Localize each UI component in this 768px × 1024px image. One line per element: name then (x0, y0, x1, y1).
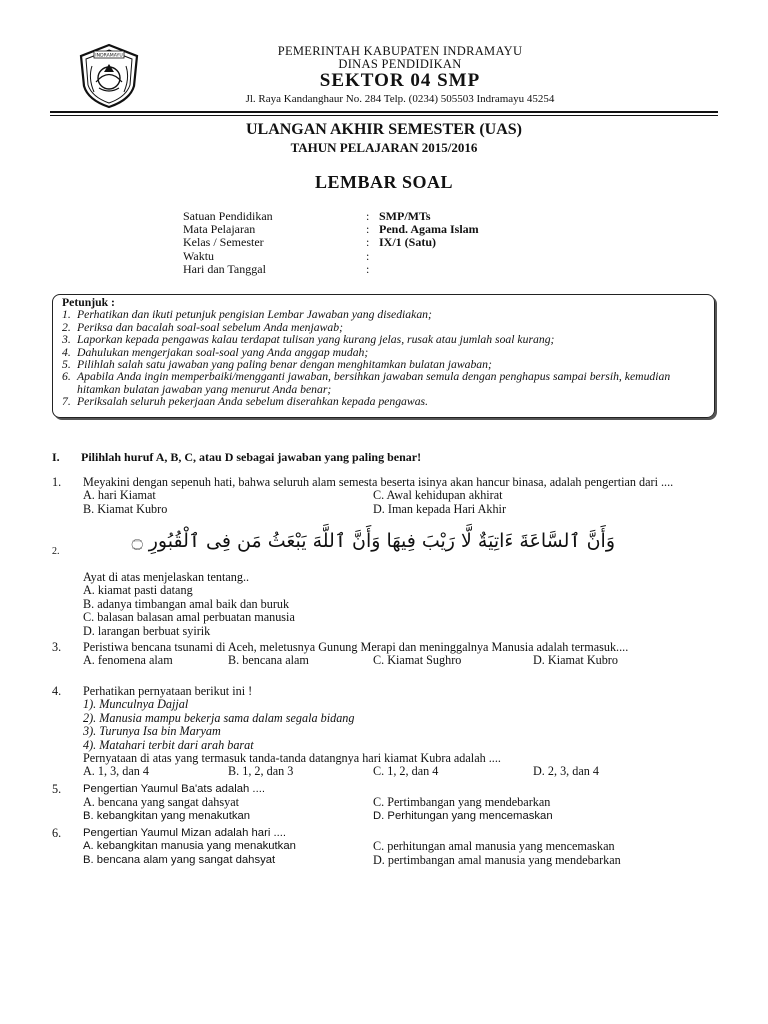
header-government: PEMERINTAH KABUPATEN INDRAMAYU (277, 44, 523, 58)
question-text: Pengertian Yaumul Mizan adalah hari .... (83, 827, 287, 839)
header-rule-thick (50, 111, 718, 113)
instructions (62, 297, 712, 409)
instruction-item: 3. Laporkan kepada pengawas kalau terdapat tulisan yang kurang jelas, rusak atau jumlah soal kurang; (62, 333, 555, 347)
option-d: D. Kiamat Kubro (533, 653, 618, 668)
question-text: Meyakini dengan sepenuh hati, bahwa seluruh alam semesta beserta isinya akan hancur binasa, adalah pengertian dari .... (83, 475, 674, 489)
option-a: A. bencana yang sangat dahsyat (83, 795, 240, 810)
quran-verse: وَأَنَّ ٱلسَّاعَةَ ءَاتِيَةٌ لَّا رَيْبَ فِيهَا وَأَنَّ ٱللَّهَ يَبْعَثُ مَن فِى ٱلْقُبُورِ ۝ (131, 530, 615, 552)
option-c: C. Pertimbangan yang mendebarkan (373, 795, 551, 810)
statement: 4). Matahari terbit dari arah barat (83, 737, 254, 752)
header-sector: SEKTOR 04 SMP (319, 70, 481, 91)
header-address: Jl. Raya Kandanghaur No. 284 Telp. (0234) 505503 Indramayu 45254 (245, 93, 555, 105)
logo-text: INDRAMAYU (95, 53, 123, 59)
question-5 (52, 783, 716, 823)
question-number: 3. (52, 640, 62, 654)
question-4 (52, 685, 716, 779)
question-3 (52, 641, 716, 668)
option-d: D. pertimbangan amal manusia yang mendebarkan (373, 852, 621, 867)
question-number: 5. (52, 782, 62, 796)
option-a: A. kiamat pasti datang (83, 583, 193, 598)
statement: 2). Manusia mampu bekerja sama dalam segala bidang (83, 710, 355, 725)
option-b: B. 1, 2, dan 3 (228, 764, 294, 779)
option-c: C. balasan balasan amal perbuatan manusia (83, 610, 295, 625)
question-text: Perhatikan pernyataan berikut ini ! (83, 684, 253, 698)
question-2 (52, 571, 716, 638)
option-c: C. 1, 2, dan 4 (373, 764, 439, 779)
option-d: D. Iman kepada Hari Akhir (373, 501, 507, 516)
header-department: DINAS PENDIDIKAN (338, 57, 462, 71)
question-number: 6. (52, 826, 62, 840)
option-b: B. Kiamat Kubro (83, 501, 168, 516)
option-c: C. Awal kehidupan akhirat (373, 488, 503, 503)
option-a: A. 1, 3, dan 4 (83, 764, 150, 779)
option-c: C. Kiamat Sughro (373, 653, 462, 668)
option-d: D. 2, 3, dan 4 (533, 764, 600, 779)
sheet-title: LEMBAR SOAL (314, 172, 454, 192)
instruction-item: 6. Apabila Anda ingin memperbaiki/mengganti jawaban, bersihkan jawaban semula dengan penghapus sampai bersih, kemudian hitamkan bulatan jawaban yang menurut Anda benar; (62, 370, 671, 396)
info-row: Kelas / Semester : IX/1 (Satu) (183, 235, 437, 250)
exam-year: TAHUN PELAJARAN 2015/2016 (290, 140, 478, 155)
option-a: A. kebangkitan manusia yang menakutkan (83, 840, 296, 853)
question-6 (52, 827, 716, 867)
question-text: Ayat di atas menjelaskan tentang.. (83, 570, 250, 584)
question-prompt: Pernyataan di atas yang termasuk tanda-tanda datangnya hari kiamat Kubra adalah .... (83, 751, 501, 766)
instruction-item: 2. Periksa dan bacalah soal-soal sebelum Anda menjawab; (62, 320, 343, 334)
question-number: 1. (52, 475, 62, 489)
instruction-item: 7. Periksalah seluruh pekerjaan Anda sebelum diserahkan kepada pengawas. (62, 395, 429, 409)
exam-info (183, 210, 479, 276)
instruction-item: 1. Perhatikan dan ikuti petunjuk pengisian Lembar Jawaban yang disediakan; (62, 308, 432, 322)
option-a: A. hari Kiamat (83, 488, 156, 503)
info-row: Mata Pelajaran : Pend. Agama Islam (183, 222, 479, 237)
option-c: C. perhitungan amal manusia yang mencemaskan (373, 839, 615, 854)
question-text: Pengertian Yaumul Ba'ats adalah .... (83, 783, 265, 795)
header-rule-thin (50, 115, 718, 116)
instructions-heading: Petunjuk : (62, 296, 115, 309)
info-row: Satuan Pendidikan : SMP/MTs (183, 209, 431, 223)
option-b: B. bencana alam yang sangat dahsyat (83, 853, 276, 866)
info-row: Hari dan Tanggal : (183, 261, 370, 276)
section-instruction: Pilihlah huruf A, B, C, atau D sebagai jawaban yang paling benar! (81, 450, 422, 464)
question-number: 4. (52, 684, 62, 698)
section-heading (52, 450, 421, 465)
statement: 3). Turunya Isa bin Maryam (83, 724, 221, 739)
exam-title: ULANGAN AKHIR SEMESTER (UAS) (245, 121, 523, 138)
section-number: I. (52, 450, 60, 464)
info-row: Waktu : (183, 248, 370, 263)
district-logo (74, 42, 144, 110)
option-d: D. larangan berbuat syirik (83, 623, 211, 638)
instruction-item: 5. Pilihlah salah satu jawaban yang paling benar dengan menghitamkan bulatan jawaban; (62, 358, 492, 372)
option-b: B. adanya timbangan amal baik dan buruk (83, 596, 290, 611)
option-b: B. bencana alam (228, 653, 309, 668)
question-1 (52, 476, 716, 516)
statement: 1). Munculnya Dajjal (83, 697, 189, 712)
question-text: Peristiwa bencana tsunami di Aceh, meletusnya Gunung Merapi dan meninggalnya Manusia adalah termasuk.... (83, 640, 629, 654)
instruction-item: 4. Dahulukan mengerjakan soal-soal yang Anda anggap mudah; (62, 345, 369, 359)
option-d: D. Perhitungan yang mencemaskan (373, 809, 553, 822)
option-b: B. kebangkitan yang menakutkan (83, 809, 251, 822)
option-a: A. fenomena alam (83, 653, 173, 668)
